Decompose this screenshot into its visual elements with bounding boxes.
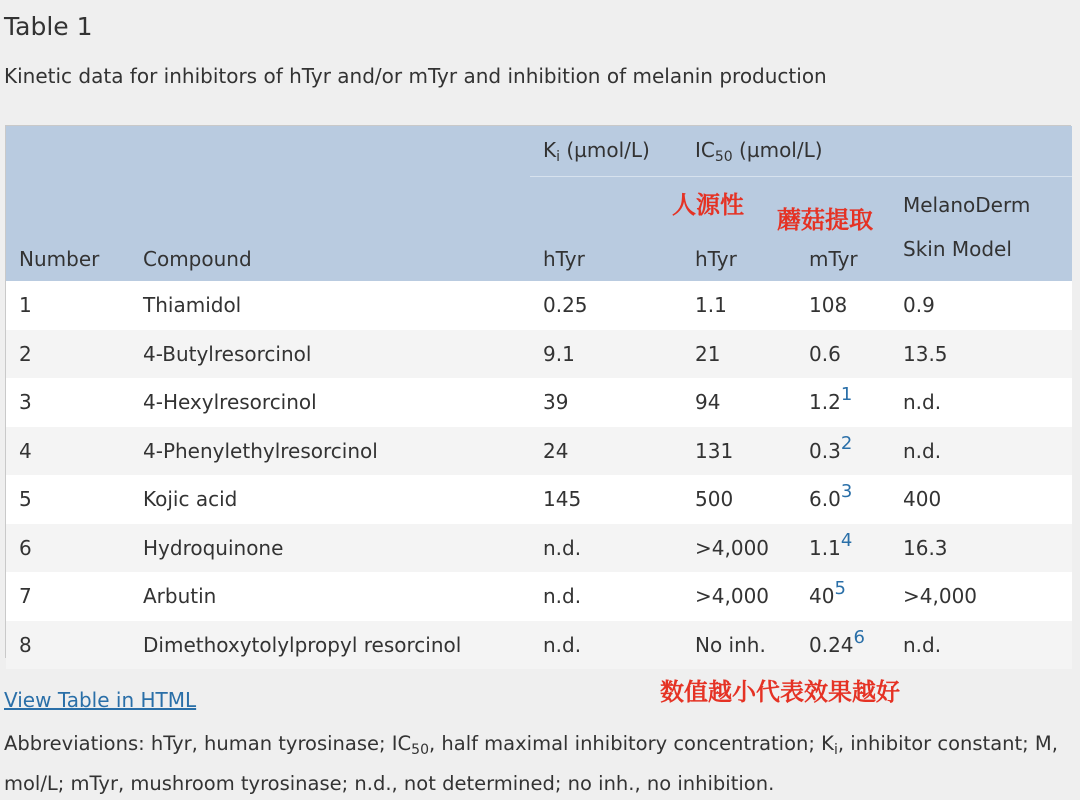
cell-number: 2 [19,341,32,366]
cell-melanoderm: 400 [903,487,942,512]
reference-link[interactable]: 4 [840,529,853,551]
header-melanoderm: MelanoDerm Skin Model [890,177,1072,282]
cell-ic-mtyr: 0.246 [809,626,865,657]
cell-ic-mtyr: 405 [809,578,846,609]
cell-melanoderm: n.d. [903,438,942,463]
cell-ki-htyr: 9.1 [543,341,575,366]
header-compound: Compound [143,247,252,271]
cell-number: 5 [19,487,32,512]
cell-compound: 4-Butylresorcinol [143,341,312,366]
table-row [6,621,1072,670]
reference-link[interactable]: 1 [840,384,853,406]
reference-link[interactable]: 2 [840,432,853,454]
cell-melanoderm: n.d. [903,632,942,657]
reference-link[interactable]: 6 [853,626,865,648]
header-spacer [130,126,530,177]
cell-ic-htyr: No inh. [695,632,766,657]
cell-number: 3 [19,390,32,415]
cell-number: 1 [19,293,32,318]
cell-melanoderm: 13.5 [903,341,948,366]
annotation-mushroom-extract: 蘑菇提取 [777,206,873,234]
table-row [6,330,1072,379]
header-ic50-group: $IC_{50}$ (µmol/L) [695,137,823,165]
view-table-html-link[interactable]: View Table in HTML [4,688,197,712]
cell-ic-mtyr: 0.6 [809,341,841,366]
cell-compound: 4-Hexylresorcinol [143,390,317,415]
cell-compound: 4-Phenylethylresorcinol [143,438,378,463]
cell-ki-htyr: 0.25 [543,293,588,318]
cell-melanoderm: n.d. [903,390,942,415]
cell-ic-mtyr: 0.32 [809,432,853,463]
kinetic-data-table [6,126,1072,669]
cell-ki-htyr: n.d. [543,584,582,609]
header-ic-mtyr: mTyr [796,177,890,282]
cell-compound: Thiamidol [143,293,242,318]
cell-compound: Kojic acid [143,487,238,512]
cell-ic-htyr: 1.1 [695,293,727,318]
header-number: Number [19,247,100,271]
cell-ic-mtyr: 1.14 [809,529,853,560]
cell-ic-htyr: 21 [695,341,721,366]
cell-ic-mtyr: 1.21 [809,384,853,415]
cell-ic-htyr: >4,000 [695,535,770,560]
cell-compound: Arbutin [143,584,217,609]
cell-compound: Dimethoxytolylpropyl resorcinol [143,632,462,657]
cell-ic-htyr: 94 [695,390,721,415]
table-title: Table 1 [4,12,93,41]
data-table-container [5,125,1071,658]
cell-ki-htyr: n.d. [543,535,582,560]
cell-ic-mtyr: 108 [809,293,848,318]
cell-compound: Hydroquinone [143,535,284,560]
table-row [6,427,1072,476]
header-spacer [6,126,130,177]
header-ic-htyr: hTyr [682,177,796,282]
table-row [6,475,1072,524]
cell-ic-htyr: >4,000 [695,584,770,609]
cell-number: 7 [19,584,32,609]
table-body [6,281,1072,669]
table-row [6,281,1072,330]
cell-number: 8 [19,632,32,657]
cell-ki-htyr: 24 [543,438,569,463]
annotation-human-source: 人源性 [672,191,744,219]
cell-ki-htyr: 39 [543,390,569,415]
abbreviations-footnote: Abbreviations: hTyr, human tyrosinase; $IC_{50}$, half maximal inhibitory concentration; $K_i$, inhibitor constant; M, mol/L; mTyr, mushroom tyrosinase; n.d., not determined; no inh., no inhibition. [4,732,1058,795]
cell-ic-htyr: 500 [695,487,734,512]
cell-melanoderm: >4,000 [903,584,978,609]
cell-melanoderm: 16.3 [903,535,948,560]
table-caption: Kinetic data for inhibitors of hTyr and/or mTyr and inhibition of melanin production [4,64,827,88]
reference-link[interactable]: 3 [840,481,853,503]
cell-ic-htyr: 131 [695,438,734,463]
header-ki-group: $K_i$ (µmol/L) [543,137,650,165]
cell-melanoderm: 0.9 [903,293,935,318]
cell-ki-htyr: 145 [543,487,582,512]
reference-link[interactable]: 5 [834,578,846,600]
cell-number: 6 [19,535,32,560]
table-row [6,378,1072,427]
table-row [6,572,1072,621]
cell-number: 4 [19,438,32,463]
table-row [6,524,1072,573]
annotation-smaller-is-better: 数值越小代表效果越好 [660,678,900,706]
cell-ic-mtyr: 6.03 [809,481,853,512]
table-header [6,126,1072,281]
header-ki-htyr: hTyr [530,177,682,282]
cell-ki-htyr: n.d. [543,632,582,657]
